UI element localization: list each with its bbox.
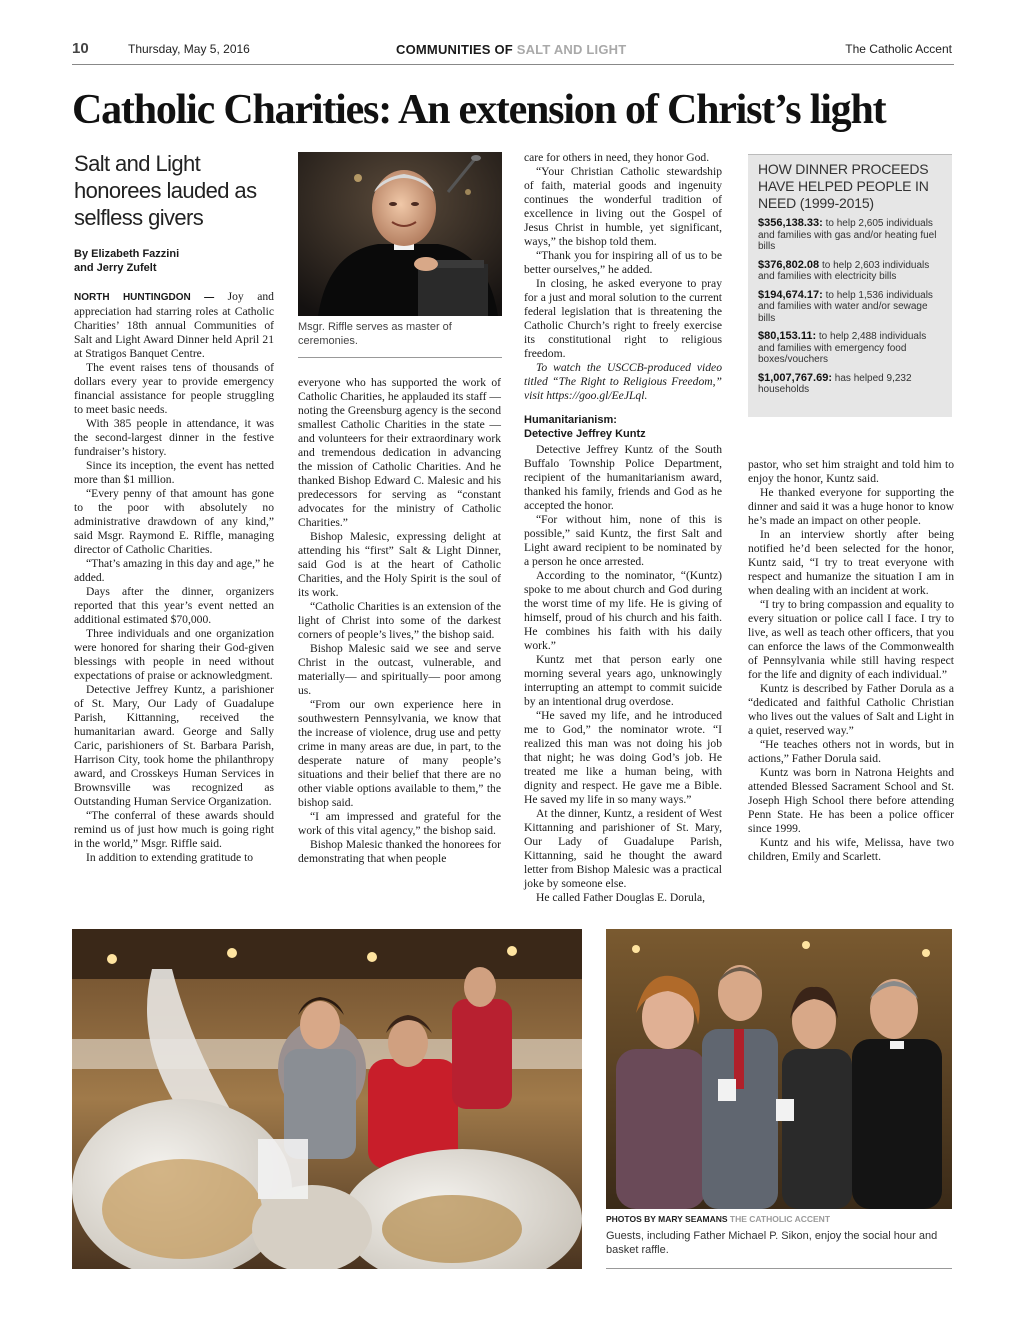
paragraph: “Every penny of that amount has gone to the poor with absolutely no administrative drawdown of any kind,” said Msgr. Raymond E. Riffle, managing director of Catholic Charities. xyxy=(74,487,274,556)
sidebar-title: HOW DINNER PROCEEDS HAVE HELPED PEOPLE IN NEED (1999-2015) xyxy=(758,161,929,211)
section-title-part2: SALT AND LIGHT xyxy=(516,42,627,57)
subhead-line1: Humanitarianism: xyxy=(524,414,617,426)
paragraph: “He teaches others not in words, but in actions,” Father Dorula said. xyxy=(748,738,954,765)
subhead xyxy=(524,413,722,441)
paragraph: According to the nominator, “(Kuntz) spoke to me about church and God during the worst time of my life. He is giving of himself, proud of his church and his faith. He combines his faith with his daily work.” xyxy=(524,569,722,652)
sidebar-item xyxy=(758,260,944,283)
photo-guests xyxy=(606,929,952,1209)
paragraph: He thanked everyone for supporting the dinner and said it was a huge honor to know he’s made an impact on other people. xyxy=(748,486,954,527)
dateline: NORTH HUNTINGDON — xyxy=(74,292,215,303)
paragraph: “From our own experience here in southwestern Pennsylvania, we know that the increase of violence, drug use and petty crime in many areas are due, in part, to the desperate nature of many people’s situations and their belief that there are no other viable options available to them,” the bishop said. xyxy=(298,698,501,809)
photo-credit-publication: THE CATHOLIC ACCENT xyxy=(729,1214,831,1224)
paragraph: “He saved my life, and he introduced me to God,” the nominator wrote. “I realized this man was not doing his job that night; he was doing God’s job. He treated me like a human being, with dignity and respect. He gave me a Bible. He saved my life in so many ways.” xyxy=(524,709,722,806)
sidebar-item xyxy=(758,373,944,396)
paragraph: “For without him, none of this is possible,” said Kuntz, the first Salt and Light award recipient to be nominated by a person he once arrested. xyxy=(524,513,722,568)
sidebar-text: to help 2,603 individuals and families with electricity bills xyxy=(758,259,930,282)
paragraph: He called Father Douglas E. Dorula, xyxy=(536,891,706,904)
paragraph: Days after the dinner, organizers reported that this year’s event netted an additional estimated $70,000. xyxy=(74,585,274,626)
subhead-line2: Detective Jeffrey Kuntz xyxy=(524,428,646,440)
paragraph: With 385 people in attendance, it was the second-largest dinner in the festive fundraiser’s history. xyxy=(74,417,274,458)
paragraph: Detective Jeffrey Kuntz of the South Buffalo Township Police Department, recipient of the humanitarianism award, thanked his family, friends and God as he accepted the honor. xyxy=(524,443,722,512)
byline-line2: and Jerry Zufelt xyxy=(74,262,157,274)
paragraph: Kuntz and his wife, Melissa, have two children, Emily and Scarlett. xyxy=(748,836,954,863)
paragraph: care for others in need, they honor God. xyxy=(524,151,710,164)
photo-msgr-riffle xyxy=(298,152,502,316)
paragraph: Bishop Malesic, expressing delight at attending his “first” Salt & Light Dinner, said God is at the heart of Catholic Charities, and the Holy Spirit is the soul of its work. xyxy=(298,530,501,599)
deck: Salt and Light honorees lauded as selfless givers xyxy=(74,151,257,230)
paragraph: Kuntz is described by Father Dorula as a “dedicated and faithful Catholic Christian who lives out the values of Salt and Light in a quiet, reserved way.” xyxy=(748,682,954,737)
paragraph: Bishop Malesic said we see and serve Christ in the outcast, vulnerable, and materially— and spiritually— poor among us. xyxy=(298,642,501,697)
paragraph: “That’s amazing in this day and age,” he added. xyxy=(74,557,275,584)
sidebar-item xyxy=(758,331,944,366)
paragraph: “Thank you for inspiring all of us to be better ourselves,” he added. xyxy=(524,249,722,276)
proceeds-sidebar xyxy=(748,154,952,417)
photo-credit-name: PHOTOS BY MARY SEAMANS xyxy=(606,1214,730,1224)
sidebar-text: has helped 9,232 households xyxy=(758,372,912,395)
article-column-3 xyxy=(524,151,722,905)
article-column-1 xyxy=(74,290,274,865)
sidebar-text: to help 2,605 individuals and families with gas and/or heating fuel bills xyxy=(758,218,937,252)
paragraph: “I try to bring compassion and equality to every situation or police call I face. I try to live, as well as teach other officers, that you can enforce the laws of the Commonwealth of Pennsylvania while still having respect for the life and dignity of each individual.” xyxy=(748,598,954,681)
article-column-2 xyxy=(298,376,501,866)
paragraph: everyone who has supported the work of Catholic Charities, he applauded its staff — noting the Greensburg agency is the second smallest Catholic Charities in the state — and volunteers for their extraordinary work and tremendous dedication in advancing the mission of Catholic Charities. And he thanked Bishop Edward C. Malesic and his predecessors for serving as “constant advocates for the ministry of Catholic Charities.” xyxy=(298,376,501,529)
caption-rule xyxy=(298,357,502,358)
paragraph: In an interview shortly after being notified he’d been selected for the honor, Kuntz said, “I try to treat everyone with respect and humanize the situation I am in when dealing with an incident at work. xyxy=(748,528,954,597)
sidebar-text: to help 1,536 individuals and families with water and/or sewage bills xyxy=(758,289,933,324)
sidebar-amount: $376,802.08 xyxy=(758,258,820,271)
byline-line1: By Elizabeth Fazzini xyxy=(74,248,180,260)
video-link-note[interactable]: To watch the USCCB-produced video titled “The Right to Religious Freedom,” visit https://goo.gl/EeJLql. xyxy=(524,361,722,402)
paragraph: In addition to extending gratitude to xyxy=(86,851,254,864)
paragraph: Bishop Malesic thanked the honorees for demonstrating that when people xyxy=(298,838,501,865)
photo-credit xyxy=(606,1214,830,1224)
photo-basket-raffle xyxy=(72,929,582,1269)
sidebar-item xyxy=(758,290,944,325)
issue-date: Thursday, May 5, 2016 xyxy=(128,42,250,56)
photo-msgr-riffle-graphic xyxy=(298,152,502,316)
headline: Catholic Charities: An extension of Christ’s light xyxy=(72,87,886,133)
paragraph: At the dinner, Kuntz, a resident of West Kittanning and parishioner of St. Mary, Our Lady of Guadalupe Parish, Kittanning, said he thought the award letter from Bishop Malesic was a practical joke by someone else. xyxy=(524,807,722,890)
paragraph: Kuntz was born in Natrona Heights and attended Blessed Sacrament School and St. Joseph High School there before attending Penn State. He has been a police officer since 1999. xyxy=(748,766,954,835)
paragraph: “The conferral of these awards should remind us of just how much is going right in the world,” Msgr. Riffle said. xyxy=(74,809,274,850)
paragraph: “Your Christian Catholic stewardship of faith, material goods and ingenuity continues the wonderful tradition of excellence in living out the Gospel of Jesus Christ in humble, yet significant, ways,” the bishop told them. xyxy=(524,165,722,248)
page-number: 10 xyxy=(72,40,89,57)
paragraph: Since its inception, the event has netted more than $1 million. xyxy=(74,459,274,486)
sidebar-amount: $1,007,767.69: xyxy=(758,371,833,384)
photo-caption-top: Msgr. Riffle serves as master of ceremonies. xyxy=(298,321,452,347)
photo-caption-bottom: Guests, including Father Michael P. Sikon, enjoy the social hour and basket raffle. xyxy=(606,1230,938,1256)
paragraph: Three individuals and one organization were honored for sharing their God-given blessings with people in need without expectations of praise or acknowledgment. xyxy=(74,627,274,682)
photo-basket-raffle-graphic xyxy=(72,929,582,1269)
header-rule xyxy=(72,64,954,65)
caption-rule-bottom xyxy=(606,1268,952,1269)
byline xyxy=(74,247,284,275)
section-title xyxy=(396,42,626,57)
article-column-4 xyxy=(748,458,954,864)
sidebar-text: to help 2,488 individuals and families with emergency food boxes/vouchers xyxy=(758,331,927,365)
photo-guests-graphic xyxy=(606,929,952,1209)
paragraph: Detective Jeffrey Kuntz, a parishioner of St. Mary, Our Lady of Guadalupe Parish, Kittanning, received the humanitarian award. George and Sally Caric, parishioners of St. Barbara Parish, Harrison City, took home the philanthropy award, and Crosskeys Human Services in Brownsville was recognized as Outstanding Human Service Organization. xyxy=(74,683,274,808)
paragraph: Kuntz met that person early one morning several years ago, unknowingly interrupting an attempt to commit suicide by an intentional drug overdose. xyxy=(524,653,722,708)
paragraph: “Catholic Charities is an extension of the light of Christ into some of the darkest corners of people’s lives,” the bishop said. xyxy=(298,600,501,641)
sidebar-item xyxy=(758,218,944,253)
publication-name: The Catholic Accent xyxy=(845,42,952,56)
sidebar-amount: $80,153.11: xyxy=(758,330,817,342)
sidebar-amount: $356,138.33: xyxy=(758,217,823,229)
paragraph: “I am impressed and grateful for the work of this vital agency,” the bishop said. xyxy=(298,810,501,837)
paragraph xyxy=(74,290,274,361)
section-title-part1: COMMUNITIES OF xyxy=(396,42,517,57)
paragraph: The event raises tens of thousands of dollars every year to provide emergency financial assistance for people struggling to meet basic needs. xyxy=(74,361,274,416)
sidebar-amount: $194,674.17: xyxy=(758,288,823,301)
paragraph: pastor, who set him straight and told him to enjoy the honor, Kuntz said. xyxy=(748,458,954,485)
lead-text: Joy and appreciation had starring roles at Catholic Charities’ 18th annual Communities of Salt and Light Award Dinner held April 21 at Stratigos Banquet Centre. xyxy=(74,290,274,360)
paragraph: In closing, he asked everyone to pray for a just and moral solution to the current federal legislation that is threatening the Catholic Church’s right to freely exercise its constitutional right to religious freedom. xyxy=(524,277,722,360)
